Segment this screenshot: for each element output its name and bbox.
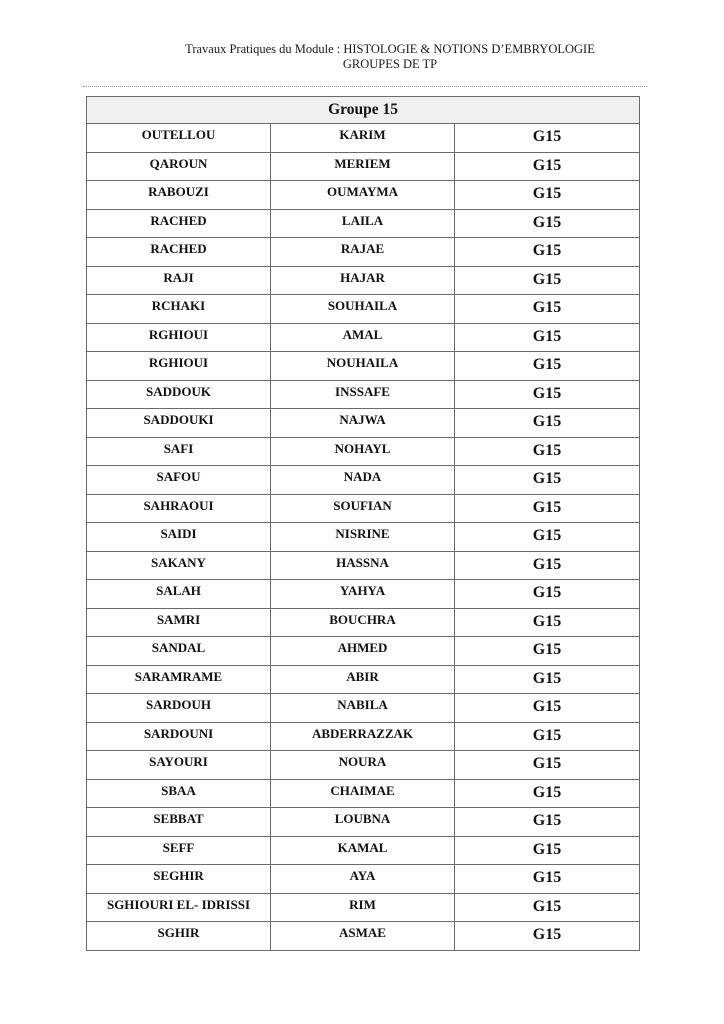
last-name-cell: SADDOUK: [87, 380, 271, 409]
table-row: [87, 323, 640, 352]
first-name-cell: KAMAL: [271, 836, 455, 865]
group-cell: G15: [455, 751, 640, 780]
last-name-cell: SANDAL: [87, 637, 271, 666]
group-cell: G15: [455, 808, 640, 837]
group-cell: G15: [455, 494, 640, 523]
first-name-cell: NADA: [271, 466, 455, 495]
first-name-cell: HASSNA: [271, 551, 455, 580]
last-name-cell: RACHED: [87, 209, 271, 238]
document-subtitle: GROUPES DE TP: [342, 57, 438, 71]
group-cell: G15: [455, 722, 640, 751]
group-cell: G15: [455, 551, 640, 580]
table-row: [87, 437, 640, 466]
table-row: [87, 380, 640, 409]
group-cell: G15: [455, 893, 640, 922]
group-cell: G15: [455, 295, 640, 324]
table-row: [87, 352, 640, 381]
first-name-cell: AYA: [271, 865, 455, 894]
group-cell: G15: [455, 865, 640, 894]
table-row: [87, 494, 640, 523]
table-row: [87, 779, 640, 808]
table-row: [87, 238, 640, 267]
table-row: [87, 580, 640, 609]
table-row: [87, 865, 640, 894]
group-cell: G15: [455, 238, 640, 267]
group-cell: G15: [455, 437, 640, 466]
first-name-cell: KARIM: [271, 124, 455, 153]
last-name-cell: SARDOUNI: [87, 722, 271, 751]
table-row: [87, 751, 640, 780]
group-cell: G15: [455, 352, 640, 381]
last-name-cell: SAFI: [87, 437, 271, 466]
last-name-cell: SARDOUH: [87, 694, 271, 723]
first-name-cell: HAJAR: [271, 266, 455, 295]
group-cell: G15: [455, 380, 640, 409]
last-name-cell: SGHIR: [87, 922, 271, 951]
group-cell: G15: [455, 523, 640, 552]
table-row: [87, 808, 640, 837]
last-name-cell: SGHIOURI EL- IDRISSI: [87, 893, 271, 922]
last-name-cell: SAKANY: [87, 551, 271, 580]
first-name-cell: AMAL: [271, 323, 455, 352]
first-name-cell: ABIR: [271, 665, 455, 694]
table-row: [87, 523, 640, 552]
last-name-cell: RGHIOUI: [87, 352, 271, 381]
last-name-cell: SAYOURI: [87, 751, 271, 780]
table-title-row: [87, 97, 640, 124]
table-row: [87, 409, 640, 438]
last-name-cell: SALAH: [87, 580, 271, 609]
header-separator: [83, 86, 647, 87]
last-name-cell: SAMRI: [87, 608, 271, 637]
first-name-cell: BOUCHRA: [271, 608, 455, 637]
group-cell: G15: [455, 779, 640, 808]
table-row: [87, 551, 640, 580]
table-row: [87, 694, 640, 723]
group-cell: G15: [455, 209, 640, 238]
table-row: [87, 181, 640, 210]
last-name-cell: SAIDI: [87, 523, 271, 552]
table-row: [87, 295, 640, 324]
module-title: Travaux Pratiques du Module : HISTOLOGIE & NOTIONS D’EMBRYOLOGIE: [185, 42, 595, 56]
last-name-cell: SARAMRAME: [87, 665, 271, 694]
table-row: [87, 608, 640, 637]
last-name-cell: SAFOU: [87, 466, 271, 495]
group-table: [86, 96, 640, 951]
group-cell: G15: [455, 580, 640, 609]
group-cell: G15: [455, 694, 640, 723]
first-name-cell: OUMAYMA: [271, 181, 455, 210]
first-name-cell: LOUBNA: [271, 808, 455, 837]
first-name-cell: NABILA: [271, 694, 455, 723]
first-name-cell: MERIEM: [271, 152, 455, 181]
first-name-cell: NISRINE: [271, 523, 455, 552]
table-row: [87, 836, 640, 865]
first-name-cell: AHMED: [271, 637, 455, 666]
page-header: [0, 42, 724, 72]
last-name-cell: SAHRAOUI: [87, 494, 271, 523]
first-name-cell: NOURA: [271, 751, 455, 780]
group-title: Groupe 15: [87, 97, 640, 124]
table-row: [87, 466, 640, 495]
first-name-cell: RIM: [271, 893, 455, 922]
last-name-cell: SADDOUKI: [87, 409, 271, 438]
first-name-cell: ABDERRAZZAK: [271, 722, 455, 751]
first-name-cell: NOHAYL: [271, 437, 455, 466]
group-cell: G15: [455, 836, 640, 865]
last-name-cell: RGHIOUI: [87, 323, 271, 352]
group-cell: G15: [455, 466, 640, 495]
group-cell: G15: [455, 608, 640, 637]
first-name-cell: SOUHAILA: [271, 295, 455, 324]
group-cell: G15: [455, 323, 640, 352]
table-row: [87, 152, 640, 181]
first-name-cell: NOUHAILA: [271, 352, 455, 381]
last-name-cell: RACHED: [87, 238, 271, 267]
first-name-cell: NAJWA: [271, 409, 455, 438]
first-name-cell: ASMAE: [271, 922, 455, 951]
table-row: [87, 124, 640, 153]
table-row: [87, 209, 640, 238]
first-name-cell: SOUFIAN: [271, 494, 455, 523]
last-name-cell: RCHAKI: [87, 295, 271, 324]
last-name-cell: RAJI: [87, 266, 271, 295]
last-name-cell: SEGHIR: [87, 865, 271, 894]
last-name-cell: SEFF: [87, 836, 271, 865]
first-name-cell: INSSAFE: [271, 380, 455, 409]
group-cell: G15: [455, 922, 640, 951]
group-cell: G15: [455, 181, 640, 210]
table-row: [87, 266, 640, 295]
group-cell: G15: [455, 665, 640, 694]
last-name-cell: SEBBAT: [87, 808, 271, 837]
group-cell: G15: [455, 124, 640, 153]
table-row: [87, 637, 640, 666]
first-name-cell: LAILA: [271, 209, 455, 238]
table-row: [87, 722, 640, 751]
table-row: [87, 922, 640, 951]
first-name-cell: CHAIMAE: [271, 779, 455, 808]
table-row: [87, 893, 640, 922]
last-name-cell: OUTELLOU: [87, 124, 271, 153]
last-name-cell: SBAA: [87, 779, 271, 808]
group-cell: G15: [455, 409, 640, 438]
group-cell: G15: [455, 637, 640, 666]
first-name-cell: RAJAE: [271, 238, 455, 267]
last-name-cell: RABOUZI: [87, 181, 271, 210]
table-row: [87, 665, 640, 694]
last-name-cell: QAROUN: [87, 152, 271, 181]
first-name-cell: YAHYA: [271, 580, 455, 609]
group-cell: G15: [455, 152, 640, 181]
group-cell: G15: [455, 266, 640, 295]
table-body: [87, 124, 640, 951]
